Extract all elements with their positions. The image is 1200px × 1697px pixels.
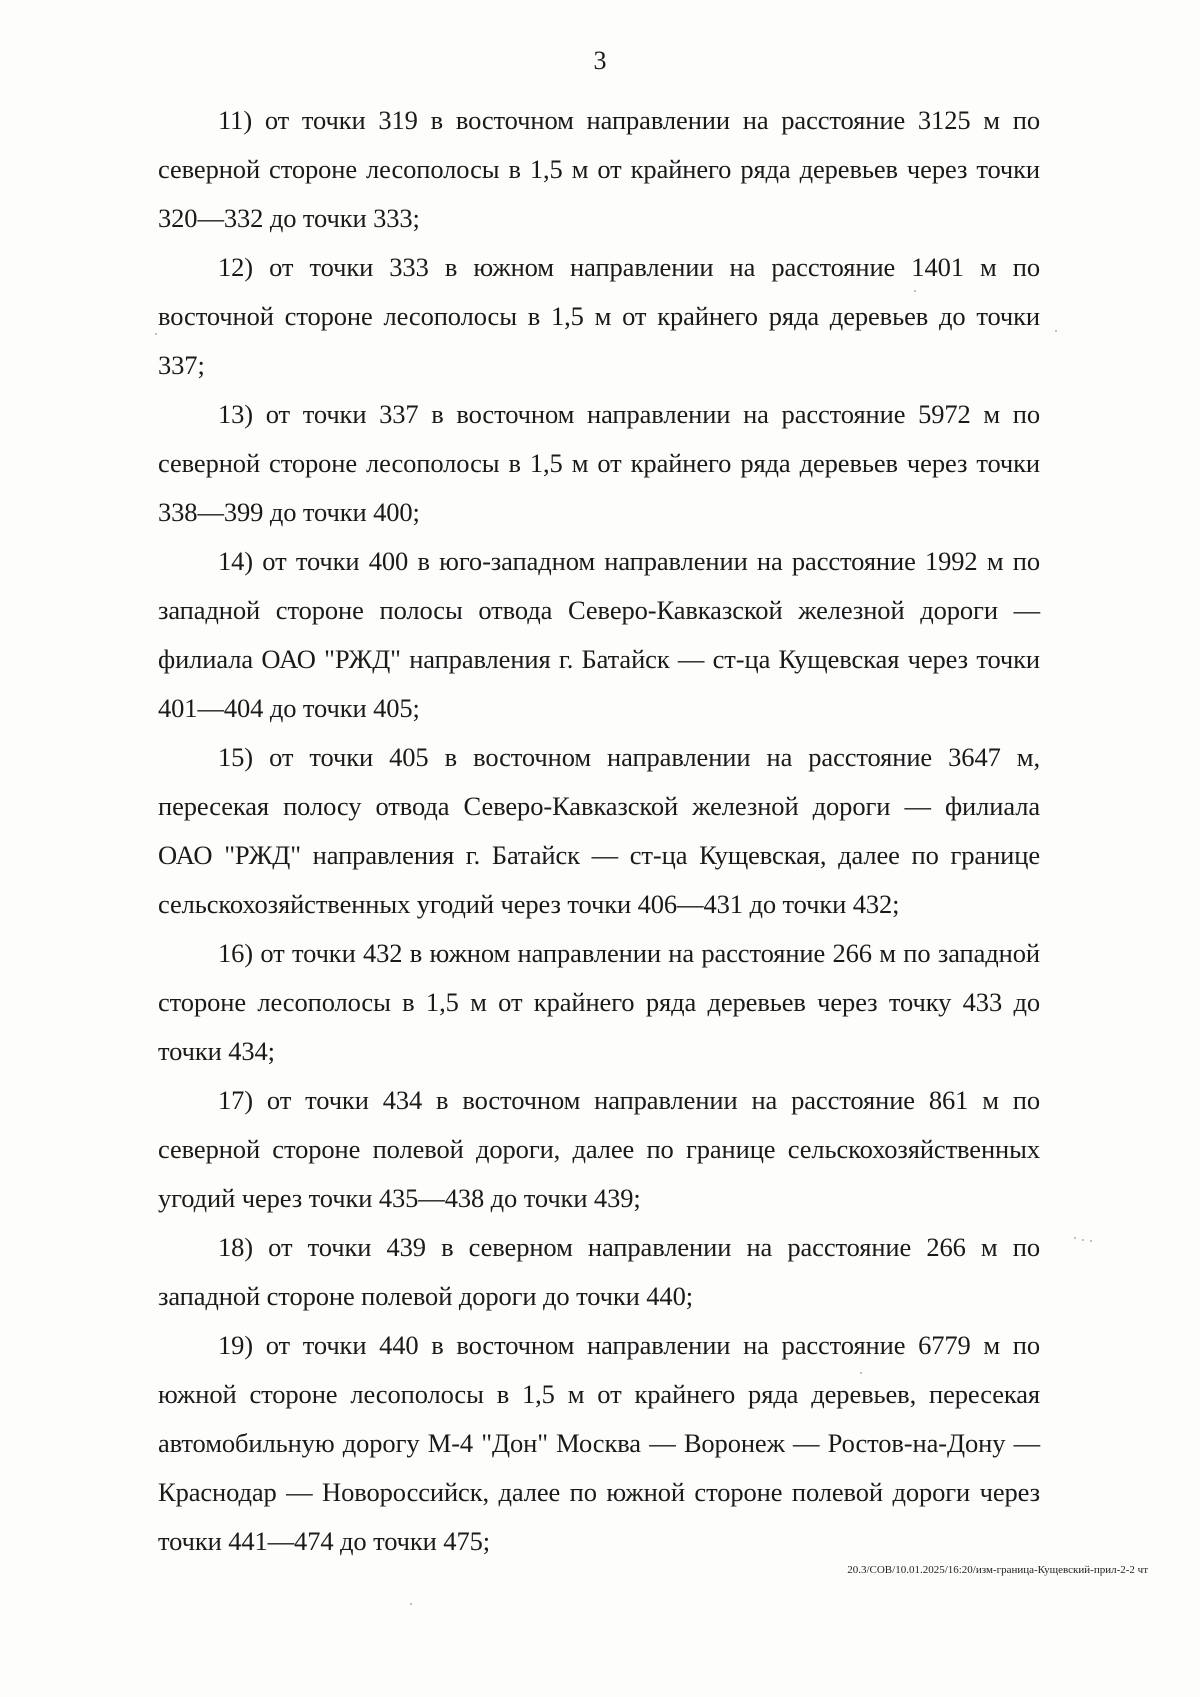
clause-17: 17) от точки 434 в восточном направлении на расстояние 861 м по северной стороне полевой дороги, далее по границе сельскохозяйственных угодий через точки 435—438 до точки 439; — [158, 1085, 1040, 1213]
clause-13: 13) от точки 337 в восточном направлении на расстояние 5972 м по северной стороне лесополосы в 1,5 м от крайнего ряда деревьев через точки 338—399 до точки 400; — [158, 399, 1040, 527]
document-footer-code: 20.3/СОВ/10.01.2025/16:20/изм-граница-Кущевский-прил-2-2 чт — [847, 1564, 1148, 1576]
clause-16: 16) от точки 432 в южном направлении на расстояние 266 м по западной стороне лесополосы в 1,5 м от крайнего ряда деревьев через точку 433 до точки 434; — [158, 938, 1040, 1066]
scan-speck — [1074, 1237, 1076, 1239]
scan-speck — [1055, 330, 1057, 332]
scan-speck — [914, 290, 916, 292]
scan-speck — [1090, 1240, 1092, 1242]
page-number: 3 — [593, 46, 607, 75]
scan-speck — [410, 1603, 412, 1605]
clause-15: 15) от точки 405 в восточном направлении на расстояние 3647 м, пересекая полосу отвода Северо-Кавказской железной дороги — филиала ОАО "РЖД" направления г. Батайск — ст-ца Кущевская, далее по границе сельскохозяйственных угодий через точки 406—431 до точки 432; — [158, 742, 1040, 919]
boundary-description-list — [158, 96, 1040, 1566]
clause-18: 18) от точки 439 в северном направлении на расстояние 266 м по западной стороне полевой дороги до точки 440; — [158, 1232, 1040, 1311]
clause-14: 14) от точки 400 в юго-западном направлении на расстояние 1992 м по западной стороне полосы отвода Северо-Кавказской железной дороги — филиала ОАО "РЖД" направления г. Батайск — ст-ца Кущевская через точки 401—404 до точки 405; — [158, 546, 1040, 723]
clause-12: 12) от точки 333 в южном направлении на расстояние 1401 м по восточной стороне лесополосы в 1,5 м от крайнего ряда деревьев до точки 337; — [158, 252, 1040, 380]
scan-speck — [155, 333, 157, 335]
clause-19: 19) от точки 440 в восточном направлении на расстояние 6779 м по южной стороне лесополосы в 1,5 м от крайнего ряда деревьев, пересекая автомобильную дорогу М-4 "Дон" Москва — Воронеж — Ростов-на-Дону — Краснодар — Новороссийск, далее по южной стороне полевой дороги через точки 441—474 до точки 475; — [158, 1330, 1040, 1556]
clause-11: 11) от точки 319 в восточном направлении на расстояние 3125 м по северной стороне лесополосы в 1,5 м от крайнего ряда деревьев через точки 320—332 до точки 333; — [158, 105, 1040, 233]
scan-speck — [1082, 1239, 1084, 1241]
scan-speck — [860, 1372, 862, 1374]
